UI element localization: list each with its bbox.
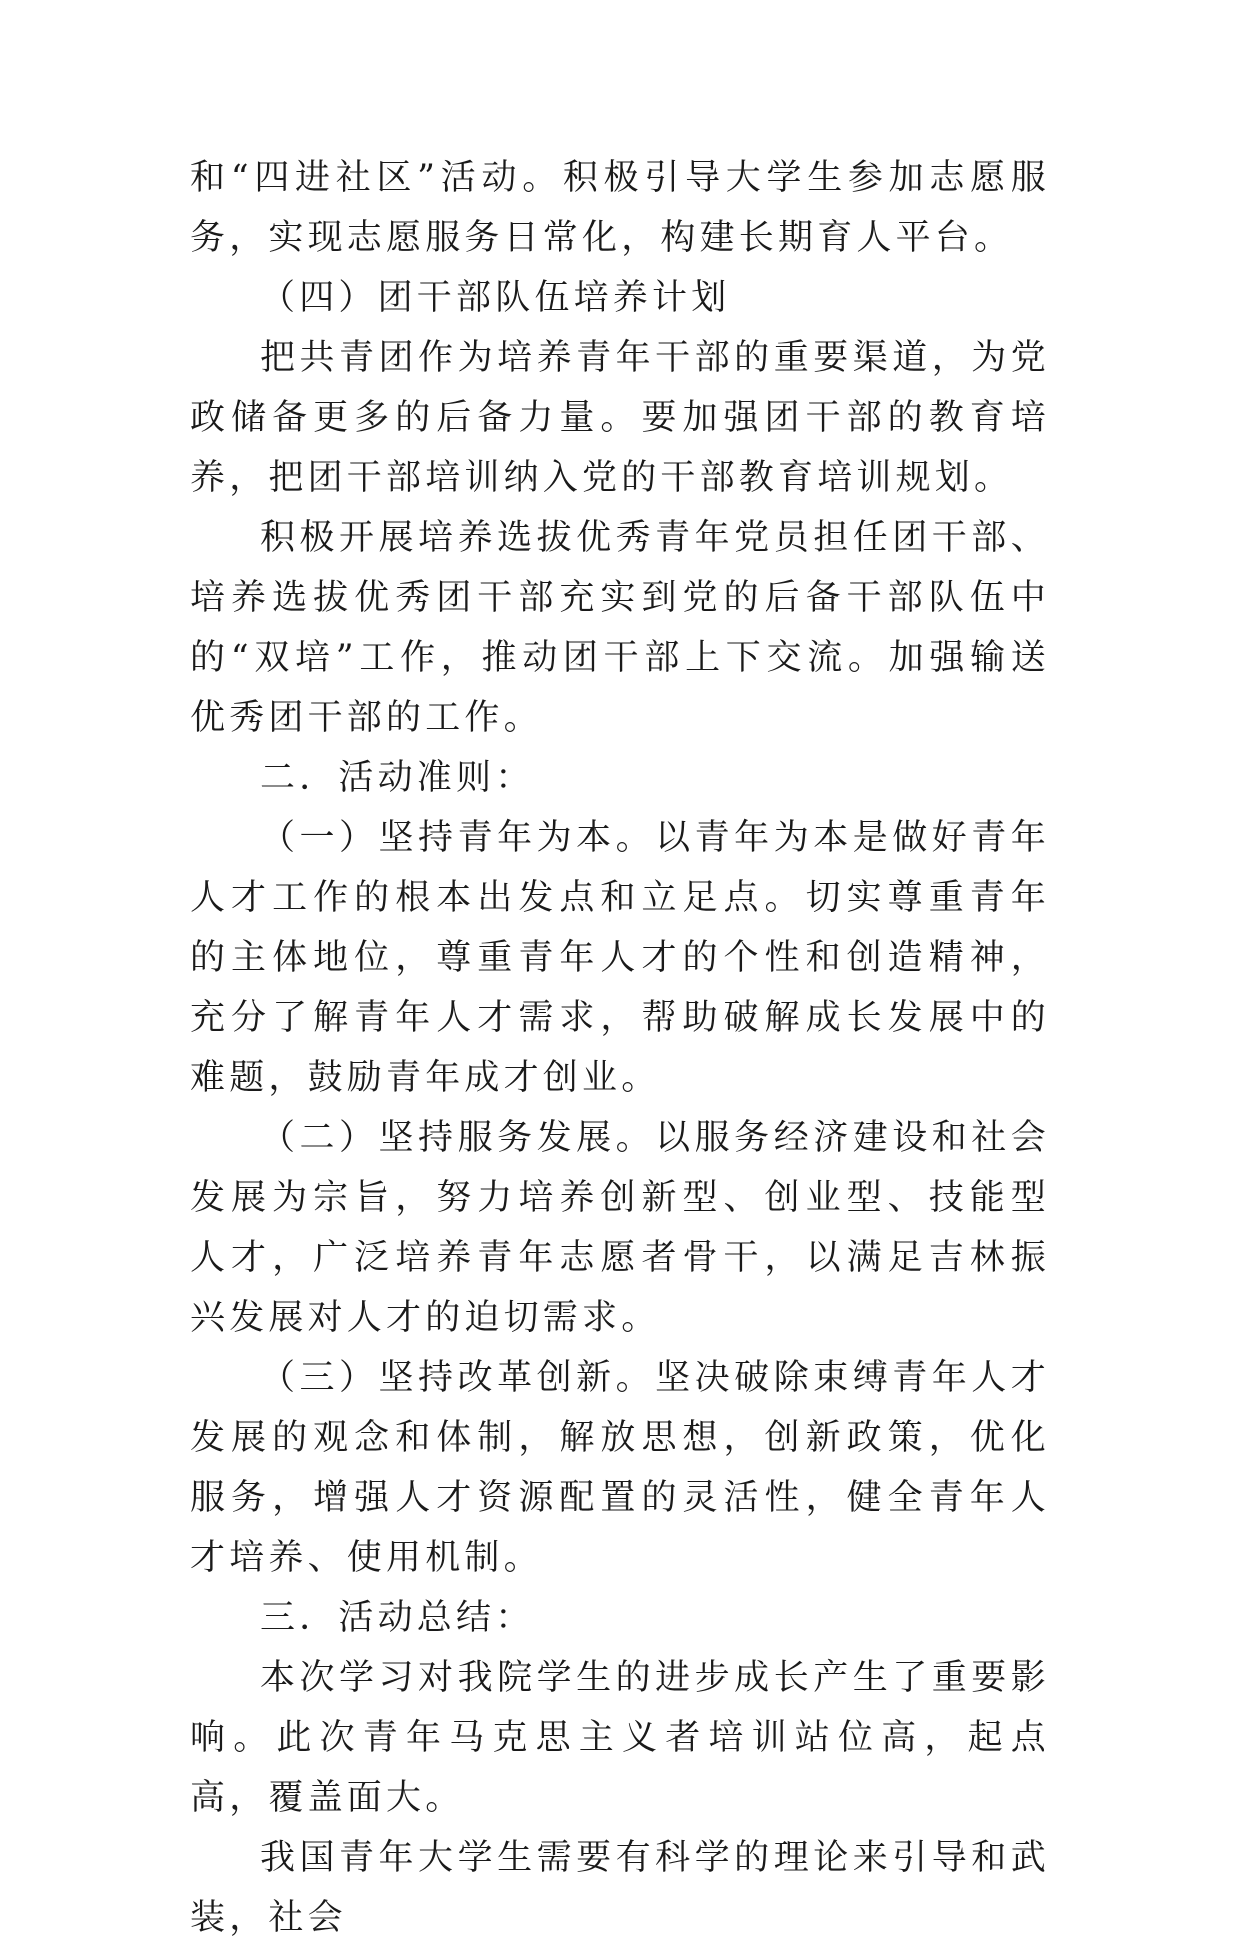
paragraph-volunteer-service: 和“四进社区”活动。积极引导大学生参加志愿服务，实现志愿服务日常化，构建长期育人平台。: [190, 158, 1050, 258]
paragraph-reform-innovation: （三）坚持改革创新。坚决破除束缚青年人才发展的观念和体制，解放思想，创新政策，优化服务，增强人才资源配置的灵活性，健全青年人才培养、使用机制。: [190, 1358, 1050, 1578]
document-page: [190, 148, 1050, 1948]
paragraph-cadre-channel: 把共青团作为培养青年干部的重要渠道，为党政储备更多的后备力量。要加强团干部的教育培养，把团干部培训纳入党的干部教育培训规划。: [190, 338, 1050, 498]
section-heading-activity-summary: 三．活动总结：: [260, 1598, 535, 1638]
paragraph-study-impact: 本次学习对我院学生的进步成长产生了重要影响。此次青年马克思主义者培训站位高，起点高，覆盖面大。: [190, 1658, 1050, 1818]
paragraph-youth-first: （一）坚持青年为本。以青年为本是做好青年人才工作的根本出发点和立足点。切实尊重青年的主体地位，尊重青年人才的个性和创造精神，充分了解青年人才需求，帮助破解成长发展中的难题，鼓励青年成才创业。: [190, 818, 1050, 1098]
paragraph-double-cultivation: 积极开展培养选拔优秀青年党员担任团干部、培养选拔优秀团干部充实到党的后备干部队伍中的“双培”工作，推动团干部上下交流。加强输送优秀团干部的工作。: [190, 518, 1050, 738]
section-heading-activity-principles: 二．活动准则：: [260, 758, 535, 798]
paragraph-serve-development: （二）坚持服务发展。以服务经济建设和社会发展为宗旨，努力培养创新型、创业型、技能型人才，广泛培养青年志愿者骨干，以满足吉林振兴发展对人才的迫切需求。: [190, 1118, 1050, 1338]
paragraph-theory-guidance: 我国青年大学生需要有科学的理论来引导和武装，社会: [190, 1838, 1050, 1938]
section-heading-cadre-training: （四）团干部队伍培养计划: [260, 278, 731, 318]
